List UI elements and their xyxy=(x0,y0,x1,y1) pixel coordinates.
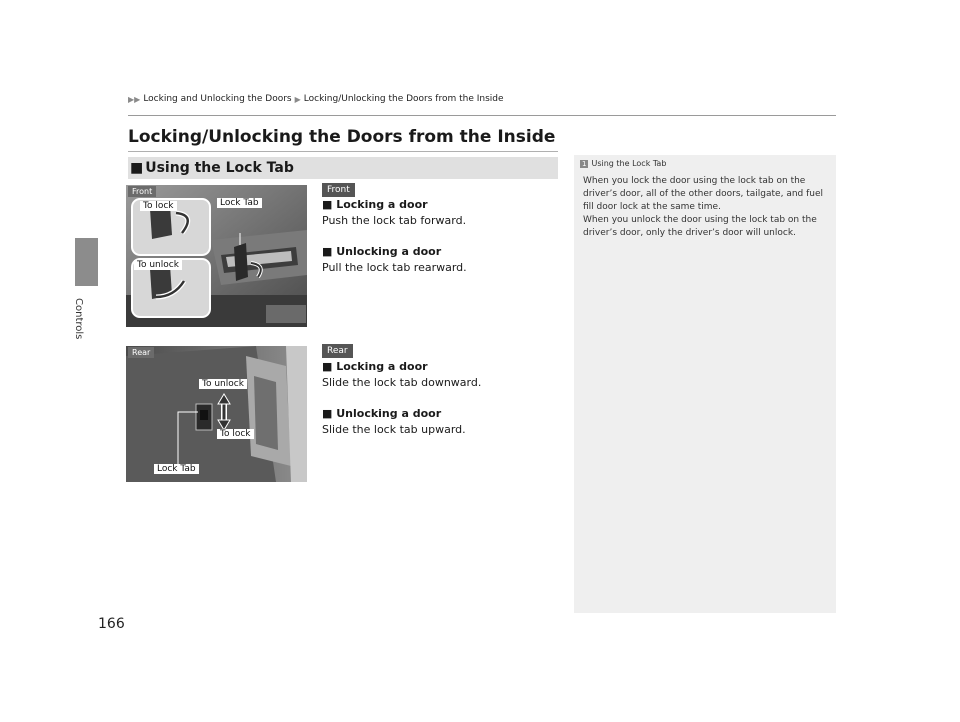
section-header xyxy=(128,157,558,179)
breadcrumb-level2[interactable]: Locking/Unlocking the Doors from the Inside xyxy=(303,94,504,104)
section-title: Using the Lock Tab xyxy=(145,160,294,176)
note-paragraph-2: When you unlock the door using the lock tab on the driver’s door, only the driver’s door will unlock. xyxy=(583,215,817,238)
note-paragraph-1: When you lock the door using the lock tab on the driver’s door, all of the other doors, tailgate, and fuel fill door lock at the same time. xyxy=(583,176,824,212)
front-lock-text: Push the lock tab forward. xyxy=(322,214,467,227)
chapter-label: Controls xyxy=(73,298,84,340)
rear-door-illustration xyxy=(126,346,307,482)
front-callout-to-lock: To lock xyxy=(140,201,177,211)
rear-callout-lock-tab: Lock Tab xyxy=(154,464,199,474)
breadcrumb-arrow-icon: ▶▶ xyxy=(128,94,141,104)
section-marker: ■ xyxy=(130,160,144,176)
front-unlock-heading: ■ Unlocking a door xyxy=(322,245,442,258)
rear-door-drawing xyxy=(126,346,307,482)
rear-unlock-text: Slide the lock tab upward. xyxy=(322,423,466,436)
rear-unlock-heading: ■ Unlocking a door xyxy=(322,407,442,420)
breadcrumb-level1[interactable]: Locking and Unlocking the Doors xyxy=(143,94,292,104)
rear-illustration-label: Rear xyxy=(128,347,154,358)
title-divider xyxy=(128,151,558,152)
breadcrumb xyxy=(128,94,504,104)
rear-lock-text: Slide the lock tab downward. xyxy=(322,376,482,389)
rear-tag: Rear xyxy=(322,344,353,358)
rear-lock-heading: ■ Locking a door xyxy=(322,360,428,373)
chapter-tab xyxy=(75,238,98,286)
page-title: Locking/Unlocking the Doors from the Inside xyxy=(128,127,556,147)
front-callout-lock-tab: Lock Tab xyxy=(217,198,262,208)
page-number: 166 xyxy=(98,616,125,632)
note-title[interactable]: Using the Lock Tab xyxy=(591,159,667,168)
rear-callout-to-lock: To lock xyxy=(217,429,254,439)
rear-callout-to-unlock: To unlock xyxy=(199,379,247,389)
note-heading xyxy=(580,159,666,168)
front-steps xyxy=(322,197,467,276)
breadcrumb-arrow-icon: ▶ xyxy=(294,94,301,104)
rear-steps xyxy=(322,359,481,438)
note-body xyxy=(583,175,833,240)
note-number: 1 xyxy=(582,159,587,168)
front-unlock-text: Pull the lock tab rearward. xyxy=(322,261,467,274)
front-lock-heading: ■ Locking a door xyxy=(322,198,428,211)
header-divider xyxy=(128,115,836,116)
front-callout-to-unlock: To unlock xyxy=(134,260,182,270)
front-tag: Front xyxy=(322,183,355,197)
front-illustration-label: Front xyxy=(128,186,156,197)
